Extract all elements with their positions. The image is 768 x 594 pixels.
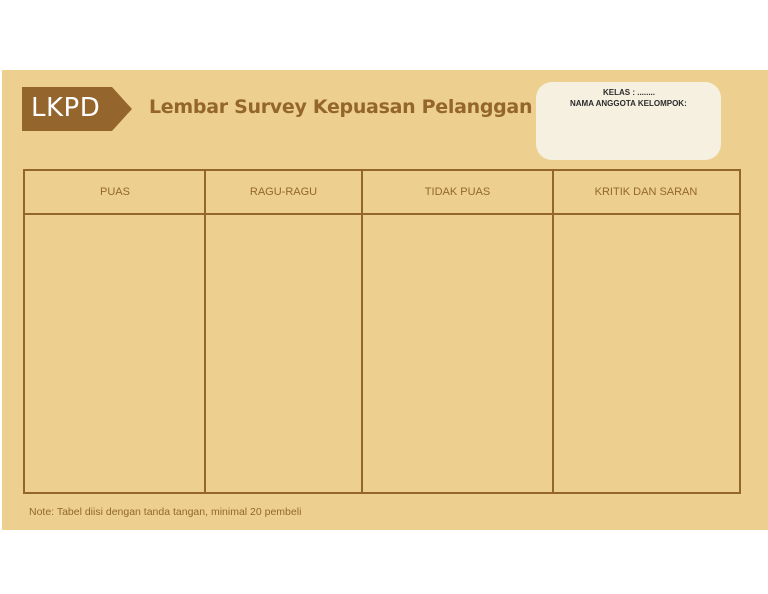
badge-label: LKPD — [31, 93, 101, 123]
lkpd-badge — [22, 87, 132, 131]
group-members-label: NAMA ANGGOTA KELOMPOK: — [570, 99, 687, 108]
column-divider — [361, 171, 363, 492]
worksheet — [2, 70, 768, 530]
column-header-ragu-ragu: RAGU-RAGU — [249, 186, 318, 198]
footer-note: Note: Tabel diisi dengan tanda tangan, minimal 20 pembeli — [29, 506, 302, 518]
group-info-card — [536, 82, 721, 160]
column-divider — [552, 171, 554, 492]
column-header-kritik-saran: KRITIK DAN SARAN — [594, 186, 698, 198]
kelas-label: KELAS : ........ — [603, 88, 656, 97]
column-divider — [204, 171, 206, 492]
survey-table — [23, 169, 741, 494]
column-header-tidak-puas: TIDAK PUAS — [424, 186, 491, 198]
header-divider — [25, 213, 739, 215]
page-title: Lembar Survey Kepuasan Pelanggan — [149, 96, 533, 118]
column-header-puas: PUAS — [100, 186, 130, 198]
